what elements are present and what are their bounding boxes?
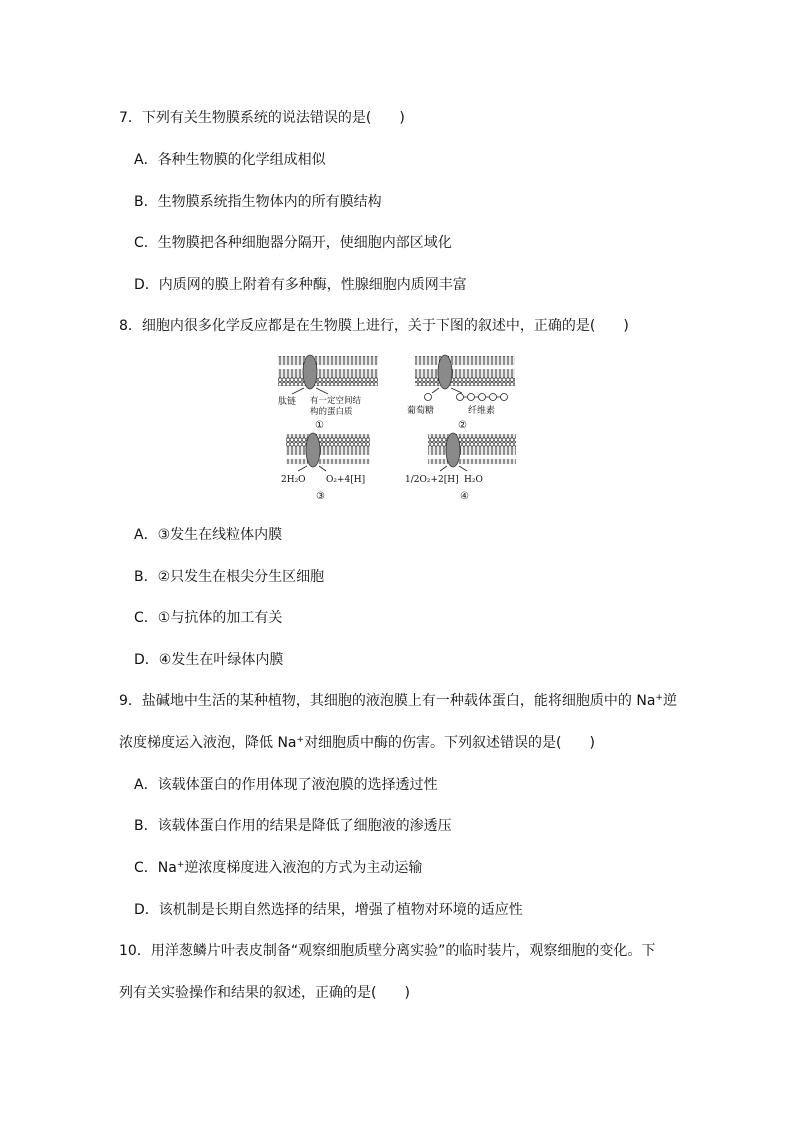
p3-number: ③ [316,491,325,502]
question-9-stem-line-2: 浓度梯度运入液泡，降低 Na+对细胞质中酶的伤害。下列叙述错误的是( ) [119,735,595,751]
q8-option-c: C．①与抗体的加工有关 [134,610,283,626]
q7-option-a: A．各种生物膜的化学组成相似 [134,152,326,168]
question-8-stem: 8．细胞内很多化学反应都是在生物膜上进行，关于下图的叙述中，正确的是( ) [119,318,629,334]
p3-right-label: O₂+4[H] [326,475,366,485]
question-9-stem-line-1: 9．盐碱地中生活的某种植物，其细胞的液泡膜上有一种载体蛋白，能将细胞质中的 Na+逆 [119,693,677,709]
p1-right-label-2: 构的蛋白质 [310,407,353,417]
question-7-stem: 7．下列有关生物膜系统的说法错误的是( ) [119,110,405,126]
q8-option-b: B．②只发生在根尖分生区细胞 [134,569,325,585]
p4-right-label: H₂O [464,475,483,485]
glucose-icon [425,394,432,401]
q7-option-d: D．内质网的膜上附着有多种酶，性腺细胞内质网丰富 [134,277,467,293]
q9-option-d: D．该机制是长期自然选择的结果，增强了植物对环境的适应性 [134,902,523,918]
p2-left-label: 葡萄糖 [407,406,435,416]
protein-4 [446,433,460,467]
q9-option-a: A．该载体蛋白的作用体现了液泡膜的选择透过性 [134,777,438,793]
p1-number: ① [315,420,324,431]
panel-2 [407,355,515,431]
q8-option-d: D．④发生在叶绿体内膜 [134,652,284,668]
p1-left-label: 肽链 [278,397,297,407]
q9-option-c: C．Na+逆浓度梯度进入液泡的方式为主动运输 [134,860,423,876]
membrane-diagram [270,352,530,512]
p3-left-label: 2H₂O [281,475,306,485]
q8-option-a: A．③发生在线粒体内膜 [134,527,283,543]
protein-2 [438,355,452,389]
panel-4 [405,433,516,502]
protein-3 [306,433,320,467]
panel-1 [278,355,378,431]
p1-right-label-1: 有一定空间结 [310,396,362,406]
question-10-stem-line-1: 10．用洋葱鳞片叶表皮制备“观察细胞质壁分离实验”的临时装片，观察细胞的变化。下 [119,943,656,959]
p4-left-label: 1/2O₂+2[H] [405,475,459,485]
p4-number: ④ [460,491,469,502]
q9-option-b: B．该载体蛋白作用的结果是降低了细胞液的渗透压 [134,818,452,834]
p2-right-label: 纤维素 [468,406,496,416]
question-10-stem-line-2: 列有关实验操作和结果的叙述，正确的是( ) [119,985,410,1001]
p2-number: ② [458,420,467,431]
panel-3 [281,433,370,502]
q7-option-b: B．生物膜系统指生物体内的所有膜结构 [134,194,382,210]
cellulose-chain-icon [457,394,508,401]
protein-1 [303,355,317,389]
q7-option-c: C．生物膜把各种细胞器分隔开，使细胞内部区域化 [134,235,452,251]
